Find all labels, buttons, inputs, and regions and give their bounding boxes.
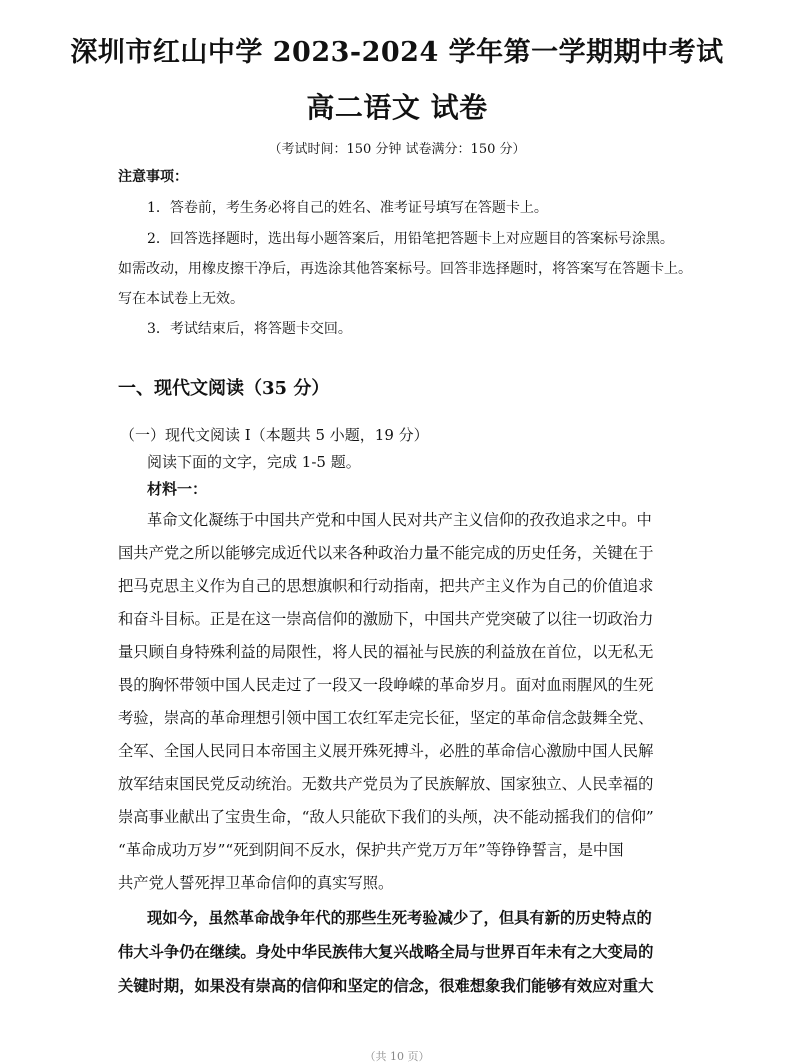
- passage-line: 考验，崇高的革命理想引领中国工农红军走完长征，坚定的革命信念鼓舞全党、: [118, 709, 654, 727]
- passage-line: 伟大斗争仍在继续。身处中华民族伟大复兴战略全局与世界百年未有之大变局的: [118, 943, 654, 961]
- passage-line: “革命成功万岁”“死到阴间不反水，保护共产党万万年”等铮铮誓言，是中国: [118, 841, 624, 859]
- notice-line: 1．答卷前，考生务必将自己的姓名、准考证号填写在答题卡上。: [147, 200, 548, 216]
- passage-line: 畏的胸怀带领中国人民走过了一段又一段峥嵘的革命岁月。面对血雨腥风的生死: [118, 676, 654, 694]
- passage-line: 全军、全国人民同日本帝国主义展开殊死搏斗，必胜的革命信心激励中国人民解: [118, 742, 654, 760]
- exam-title: 深圳市红山中学 2023-2024 学年第一学期期中考试: [70, 37, 724, 68]
- passage-line: 崇高事业献出了宝贵生命，“敌人只能砍下我们的头颅，决不能动摇我们的信仰”: [118, 808, 654, 826]
- passage-line: 和奋斗目标。正是在这一崇高信仰的激励下，中国共产党突破了以往一切政治力: [118, 610, 654, 628]
- passage-line: 现如今，虽然革命战争年代的那些生死考验减少了，但具有新的历史特点的: [147, 909, 652, 927]
- material-label: 材料一：: [147, 480, 208, 498]
- section-heading: 一、现代文阅读（35 分）: [118, 378, 330, 399]
- notice-line: 写在本试卷上无效。: [118, 291, 244, 307]
- exam-subtitle: 高二语文 试卷: [306, 91, 488, 124]
- instruction: 阅读下面的文字，完成 1-5 题。: [147, 453, 361, 471]
- passage-line: 国共产党之所以能够完成近代以来各种政治力量不能完成的历史任务，关键在于: [118, 544, 654, 562]
- passage-line: 关键时期，如果没有崇高的信仰和坚定的信念，很难想象我们能够有效应对重大: [118, 977, 654, 995]
- passage-line: 量只顾自身特殊利益的局限性，将人民的福祉与民族的利益放在首位，以无私无: [118, 643, 654, 661]
- exam-info: （考试时间：150 分钟 试卷满分：150 分）: [268, 142, 526, 157]
- passage-line: 革命文化凝练于中国共产党和中国人民对共产主义信仰的孜孜追求之中。中: [147, 511, 652, 529]
- notice-line: 如需改动，用橡皮擦干净后，再选涂其他答案标号。回答非选择题时，将答案写在答题卡上。: [118, 261, 692, 277]
- notice-line: 3．考试结束后，将答题卡交回。: [147, 321, 352, 337]
- passage-line: 共产党人誓死捍卫革命信仰的真实写照。: [118, 874, 394, 892]
- sub-heading: （一）现代文阅读 I（本题共 5 小题，19 分）: [120, 426, 429, 444]
- page-footer: （共 10 页）: [364, 1050, 430, 1063]
- notice-heading: 注意事项：: [118, 169, 188, 185]
- notice-line: 2．回答选择题时，选出每小题答案后，用铅笔把答题卡上对应题目的答案标号涂黑。: [147, 231, 674, 247]
- passage-line: 放军结束国民党反动统治。无数共产党员为了民族解放、国家独立、人民幸福的: [118, 775, 654, 793]
- passage-line: 把马克思主义作为自己的思想旗帜和行动指南，把共产主义作为自己的价值追求: [118, 577, 654, 595]
